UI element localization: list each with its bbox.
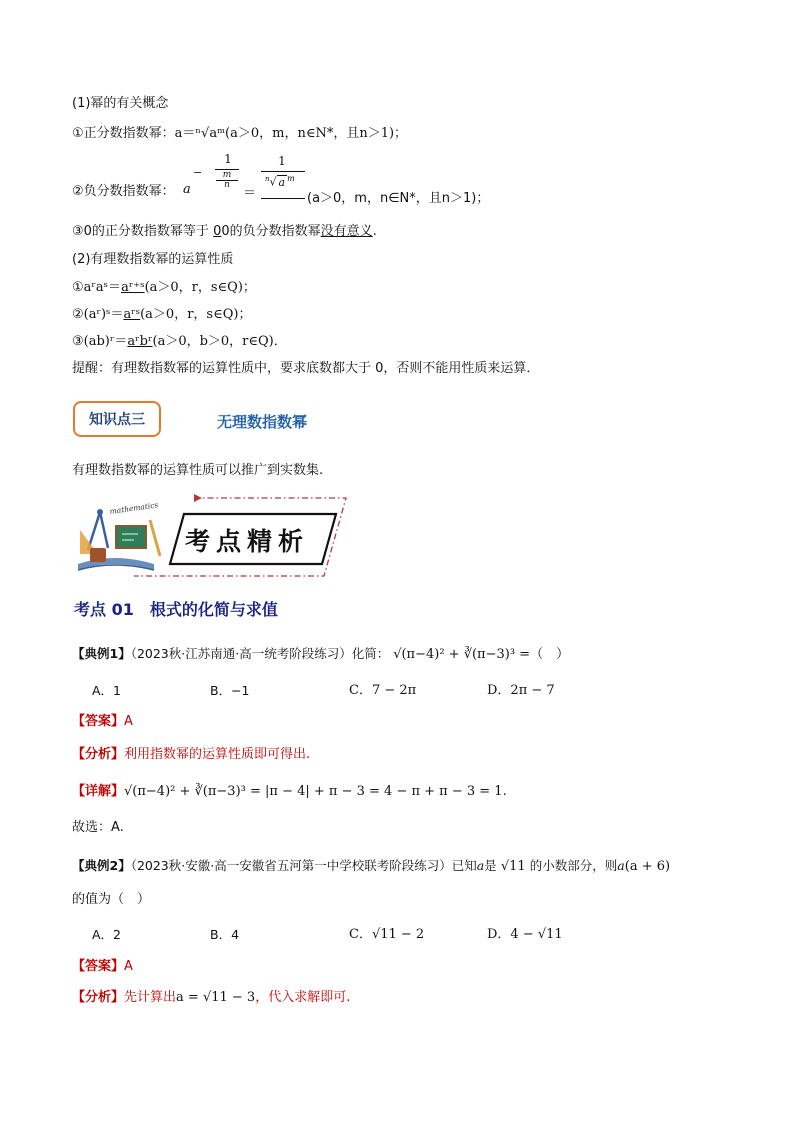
rule-2: ②(aʳ)ˢ＝aʳˢ(a＞0，r，s∈Q)；: [72, 307, 252, 322]
example-2-option-c: C．√11 − 2: [349, 927, 425, 942]
example-2-answer: 【答案】A: [72, 959, 133, 974]
zero-value: 0: [213, 224, 222, 239]
example-1-detail: 【详解】√(π−4)² + ∛(π−3)³ = |π − 4| + π − 3 = 4 − π + π − 3 = 1.: [72, 784, 507, 799]
example-2-option-d: D．4 − √11: [487, 927, 563, 942]
banner-logo-text: mathematics: [109, 500, 159, 516]
negative-fractional-exponent: ②负分数指数幂：: [72, 184, 175, 199]
zero-exponent-rule: ③0的正分数指数幂等于 00的负分数指数幂没有意义.: [72, 224, 377, 239]
example-2-analysis: 【分析】先计算出a = √11 − 3，代入求解即可.: [72, 990, 351, 1005]
rule-3: ③(ab)ʳ＝aʳbʳ(a＞0，b＞0，r∈Q)．: [72, 334, 287, 349]
banner-title: 考点精析: [185, 527, 310, 556]
knowledge-text: 有理数指数幂的运算性质可以推广到实数集.: [72, 463, 324, 478]
example-1-question: 【典例1】（2023秋·江苏南通·高一统考阶段练习）化简： √(π−4)² + ∛(π−3)³ =（ ）: [72, 646, 570, 662]
bag-icon: [90, 548, 106, 562]
example-2-option-b: B．4: [210, 927, 240, 942]
example-1-option-d: D．2π − 7: [487, 683, 555, 698]
example-1-analysis: 【分析】利用指数幂的运算性质即可得出.: [72, 747, 311, 762]
blackboard-icon: [116, 526, 146, 548]
negative-exponent-condition: (a＞0，m，n∈N*，且n＞1)；: [307, 191, 490, 206]
pencil-icon: [150, 520, 160, 556]
example-2-option-a: A．2: [92, 927, 122, 942]
heading-power-concepts: (1)幂的有关概念: [72, 96, 169, 111]
rule-1: ①aʳaˢ＝aʳ⁺ˢ(a＞0，r，s∈Q)；: [72, 280, 256, 295]
example-1-option-c: C．7 − 2π: [349, 683, 417, 698]
example-2-question-end: 的值为（ ）: [72, 892, 151, 907]
no-meaning: 没有意义: [320, 224, 373, 239]
example-2-question: 【典例2】（2023秋·安徽·高一安徽省五河第一中学校联考阶段练习）已知a是 √11 的小数部分，则a(a + 6): [72, 858, 671, 874]
example-1-option-b: B．−1: [210, 683, 250, 698]
knowledge-title: 无理数指数幂: [217, 413, 308, 431]
banner-arrow-icon: [194, 494, 202, 502]
section-title: 考点 01 根式的化简与求值: [74, 600, 278, 619]
example-1-choice: 故选：A.: [72, 820, 124, 835]
tip-text: 提醒：有理数指数幂的运算性质中，要求底数都大于 0，否则不能用性质来运算．: [72, 361, 540, 376]
example-1-option-a: A．1: [92, 683, 122, 698]
example-1-answer: 【答案】A: [72, 714, 133, 729]
example-1-expression: √(π−4)² + ∛(π−3)³ =（ ）: [393, 647, 570, 662]
heading-rational-exponent-rules: (2)有理数指数幂的运算性质: [72, 252, 234, 267]
knowledge-badge: 知识点三: [73, 401, 161, 437]
positive-exponent-formula: a＝ⁿ√aᵐ(a＞0，m，n∈N*，且n＞1)；: [174, 126, 408, 141]
positive-fractional-exponent: ①正分数指数幂：a＝ⁿ√aᵐ(a＞0，m，n∈N*，且n＞1)；: [72, 126, 408, 141]
compass-icon: [88, 512, 108, 550]
